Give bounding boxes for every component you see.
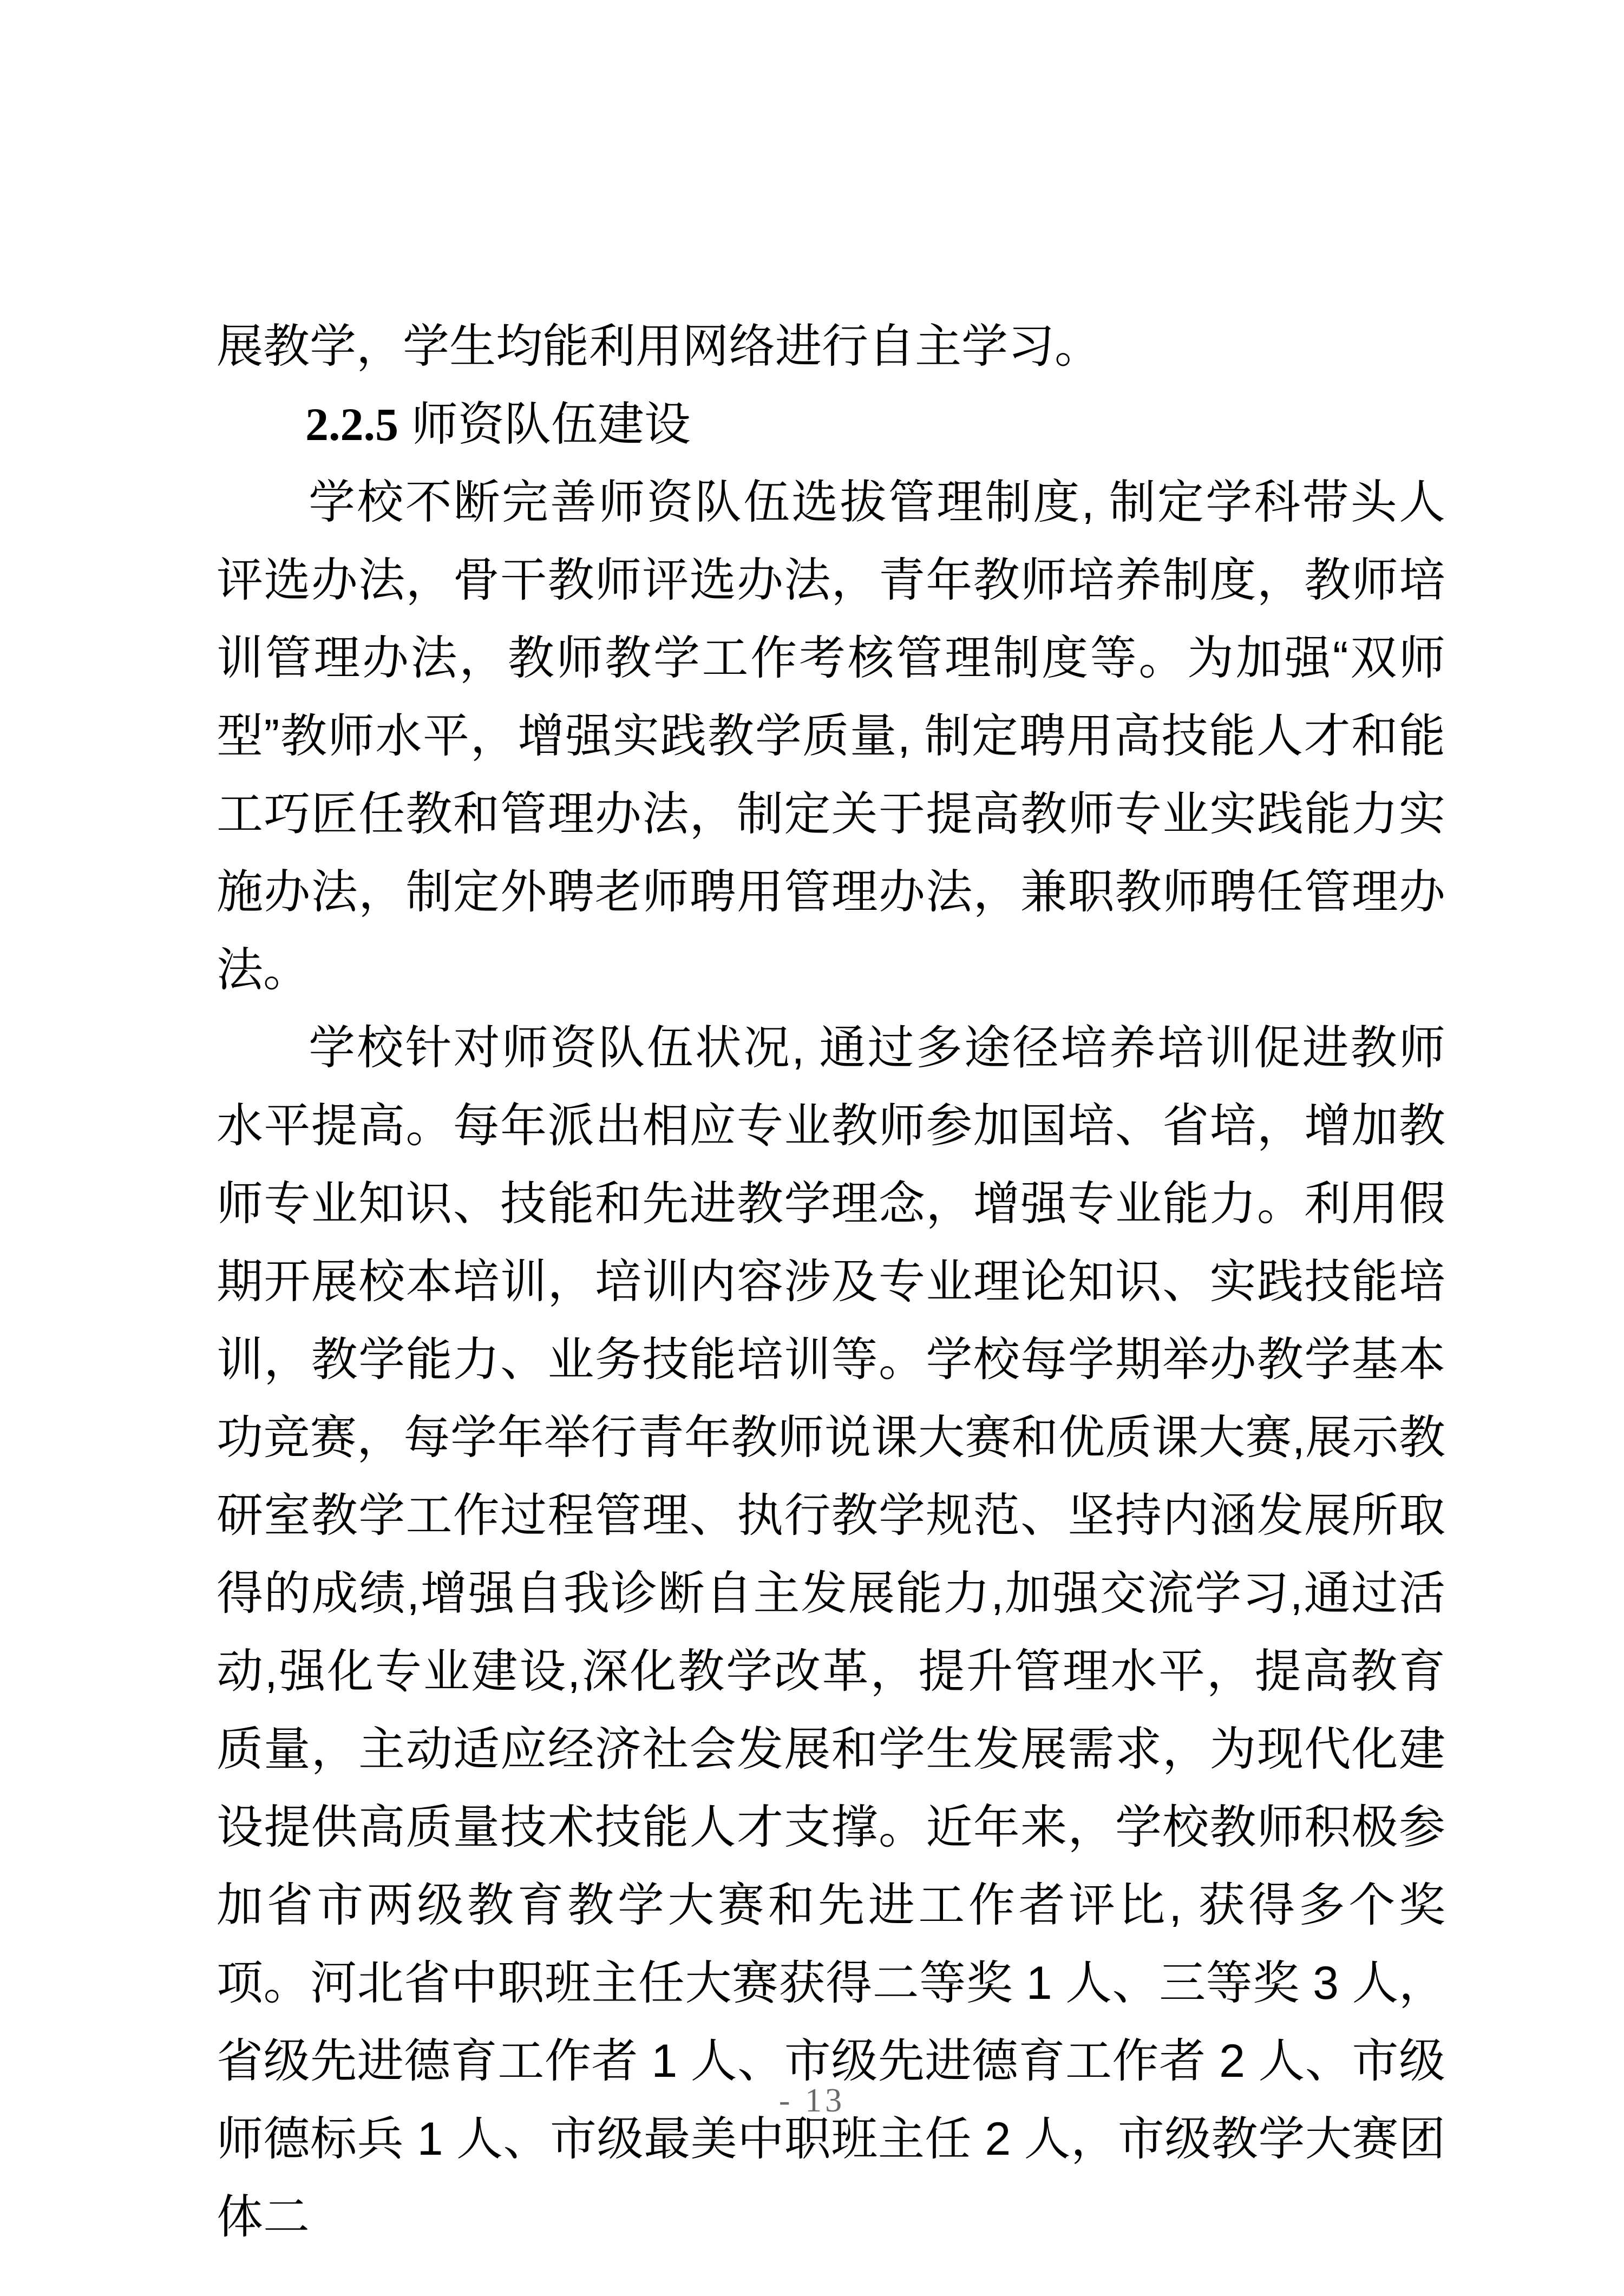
- paragraph-teacher-training: 学校针对师资队伍状况, 通过多途径培养培训促进教师水平提高。每年派出相应专业教师参加国培、省培，增加教师专业知识、技能和先进教学理念，增强专业能力。利用假期开展校本培训，培训内容涉及专业理论知识、实践技能培训，教学能力、业务技能培训等。学校每学期举办教学基本功竞赛，每学年举行青年教师说课大赛和优质课大赛,展示教研室教学工作过程管理、执行教学规范、坚持内涵发展所取得的成绩,增强自我诊断自主发展能力,加强交流学习,通过活动,强化专业建设,深化教学改革，提升管理水平，提高教育质量，主动适应经济社会发展和学生发展需求，为现代化建设提供高质量技术技能人才支撑。近年来，学校教师积极参加省市两级教育教学大赛和先进工作者评比, 获得多个奖项。河北省中职班主任大赛获得二等奖 1 人、三等奖 3 人，省级先进德育工作者 1 人、市级先进德育工作者 2 人、市级师德标兵 1 人、市级最美中职班主任 2 人，市级教学大赛团体二: [217, 1022, 1445, 2243]
- document-body: [217, 307, 1445, 2256]
- page-footer: [0, 2079, 1624, 2122]
- section-heading-title: 师资队伍建设: [411, 398, 691, 450]
- section-heading: [217, 385, 1445, 463]
- section-heading-number: 2.2.5: [305, 398, 398, 450]
- page-number: - 13: [778, 2082, 846, 2119]
- heading-spacer: [398, 398, 411, 450]
- paragraph-teacher-system: 学校不断完善师资队伍选拔管理制度, 制定学科带头人评选办法，骨干教师评选办法，青年教师培养制度，教师培训管理办法，教师教学工作考核管理制度等。为加强“双师型”教师水平，增强实践教学质量, 制定聘用高技能人才和能工巧匠任教和管理办法，制定关于提高教师专业实践能力实施办法，制定外聘老师聘用管理办法，兼职教师聘任管理办法。: [217, 476, 1445, 996]
- paragraph-continuation: 展教学，学生均能利用网络进行自主学习。: [217, 320, 1101, 372]
